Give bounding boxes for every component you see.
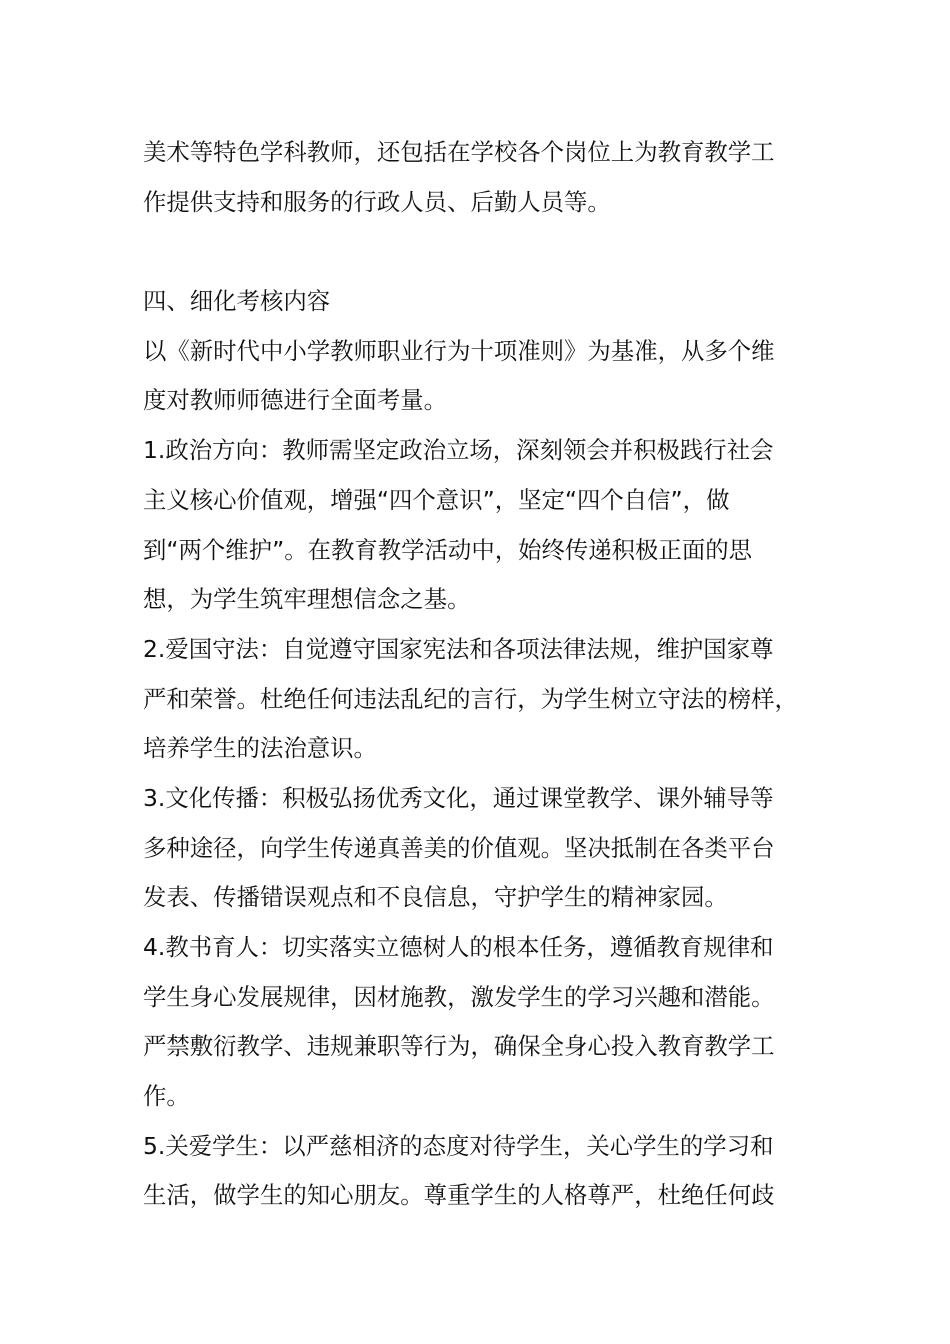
list-item-line: 5.关爱学生：以严慈相济的态度对待学生，关心学生的学习和 <box>143 1131 774 1160</box>
body-text-line: 以《新时代中小学教师职业行为十项准则》为基准，从多个维 <box>143 336 775 365</box>
list-item-line: 培养学生的法治意识。 <box>143 734 377 763</box>
list-item-line: 发表、传播错误观点和不良信息，守护学生的精神家园。 <box>143 883 728 912</box>
body-text-line: 作提供支持和服务的行政人员、后勤人员等。 <box>143 187 611 216</box>
list-item-line: 学生身心发展规律，因材施教，激发学生的学习兴趣和潜能。 <box>143 982 775 1011</box>
list-item-line: 主义核心价值观，增强“四个意识”，坚定“四个自信”，做 <box>143 485 730 514</box>
list-item-line: 到“两个维护”。在教育教学活动中，始终传递积极正面的思 <box>143 535 752 564</box>
list-item-line: 3.文化传播：积极弘扬优秀文化，通过课堂教学、课外辅导等 <box>143 783 774 812</box>
paragraph-gap <box>143 227 843 277</box>
list-item-line: 作。 <box>143 1082 190 1111</box>
section-heading: 四、细化考核内容 <box>143 287 331 316</box>
body-text-line: 美术等特色学科教师，还包括在学校各个岗位上为教育教学工 <box>143 138 775 166</box>
list-item-line: 严和荣誉。杜绝任何违法乱纪的言行，为学生树立守法的榜样， <box>143 684 798 713</box>
list-item-line: 生活，做学生的知心朋友。尊重学生的人格尊严，杜绝任何歧 <box>143 1181 775 1210</box>
list-item-line: 严禁敷衍教学、违规兼职等行为，确保全身心投入教育教学工 <box>143 1032 775 1061</box>
document-body <box>143 128 843 1221</box>
list-item-line: 2.爱国守法：自觉遵守国家宪法和各项法律法规，维护国家尊 <box>143 634 774 663</box>
list-item-line: 1.政治方向：教师需坚定政治立场，深刻领会并积极践行社会 <box>143 436 774 465</box>
list-item-line: 多种途径，向学生传递真善美的价值观。坚决抵制在各类平台 <box>143 833 775 862</box>
body-text-line: 度对教师师德进行全面考量。 <box>143 386 448 415</box>
list-item-line: 想，为学生筑牢理想信念之基。 <box>143 585 471 614</box>
list-item-line: 4.教书育人：切实落实立德树人的根本任务，遵循教育规律和 <box>143 933 774 961</box>
